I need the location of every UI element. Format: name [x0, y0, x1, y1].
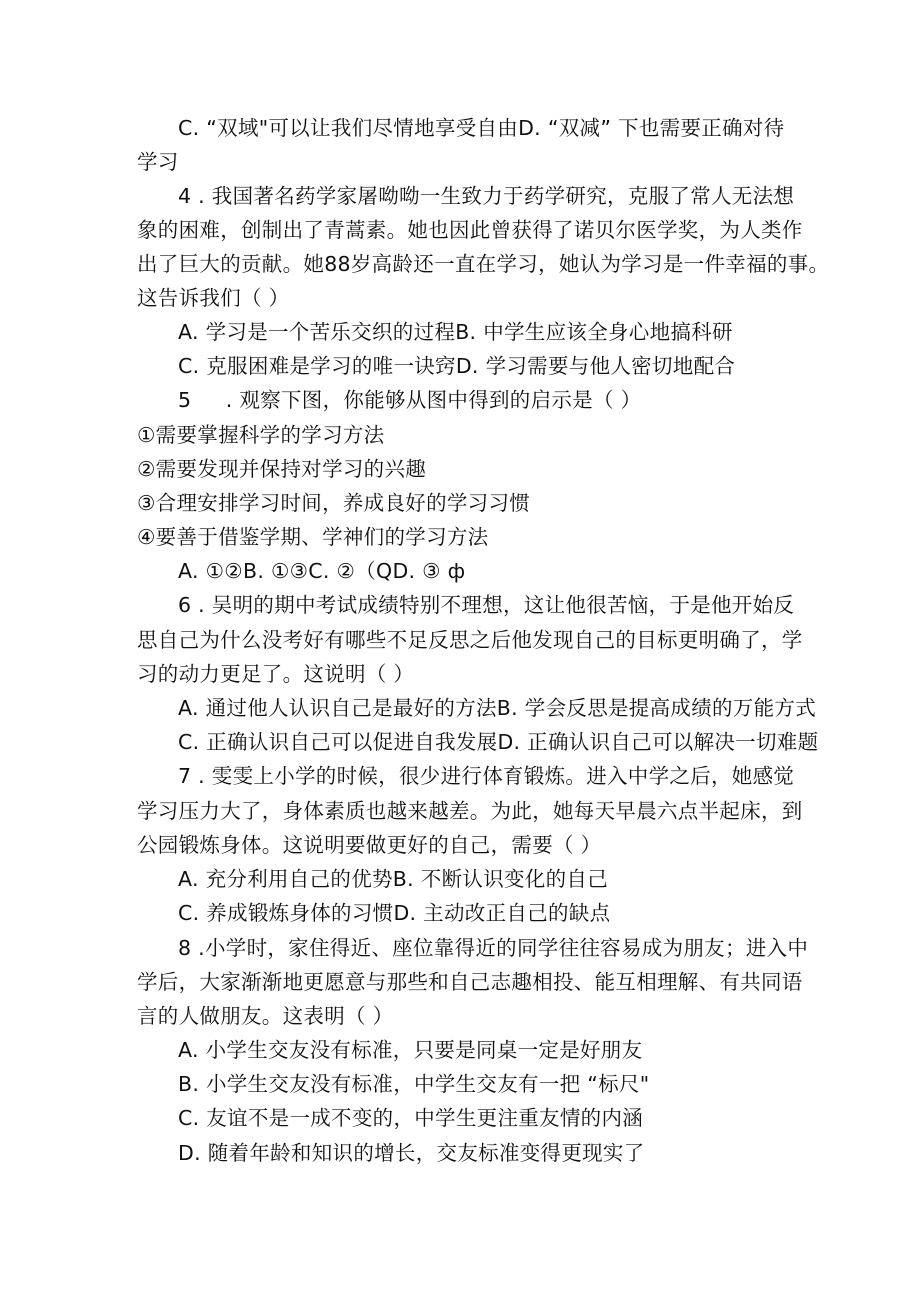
- text-line: 思自己为什么没考好有哪些不足反思之后他发现自己的目标更明确了，学: [137, 628, 803, 652]
- option-line: A. 学习是一个苦乐交织的过程B. 中学生应该全身心地搞科研: [178, 320, 733, 344]
- text-line: 出了巨大的贡献。她88岁高龄还一直在学习，她认为学习是一件幸福的事。: [137, 252, 830, 276]
- option-line: A. ①②B. ①③C. ②（QD. ③ ф: [178, 559, 466, 583]
- question-4: 4 . 我国著名药学家屠呦呦一生致力于药学研究，克服了常人无法想: [178, 184, 795, 208]
- option-line: C. 正确认识自己可以促进自我发展D. 正确认识自己可以解决一切难题: [178, 730, 819, 754]
- option-a: A. 小学生交友没有标准，只要是同桌一定是好朋友: [178, 1038, 643, 1062]
- statement-1: ①需要掌握科学的学习方法: [137, 423, 385, 447]
- text-line: 这告诉我们（ ）: [137, 286, 290, 310]
- question-6: 6 . 吴明的期中考试成绩特别不理想，这让他很苦恼，于是他开始反: [178, 593, 795, 617]
- option-line: A. 通过他人认识自己是最好的方法B. 学会反思是提高成绩的万能方式: [178, 696, 816, 720]
- option-c: C. 友谊不是一成不变的，中学生更注重友情的内涵: [178, 1106, 644, 1130]
- statement-2: ②需要发现并保持对学习的兴趣: [137, 457, 427, 481]
- text-line: 公园锻炼身体。这说明要做更好的自己，需要（ ）: [137, 833, 602, 857]
- text-line: C. “双域"可以让我们尽情地享受自由D. “双减” 下也需要正确对待: [178, 116, 785, 140]
- option-line: A. 充分利用自己的优势B. 不断认识变化的自己: [178, 867, 608, 891]
- option-b: B. 小学生交友没有标准，中学生交友有一把 “标尺": [178, 1072, 650, 1096]
- text-line: 言的人做朋友。这表明（ ）: [137, 1004, 394, 1028]
- question-5: 5 . 观察下图，你能够从图中得到的启示是（ ）: [178, 388, 642, 412]
- text-line: 学习压力大了，身体素质也越来越差。为此，她每天早晨六点半起床，到: [137, 799, 803, 823]
- statement-4: ④要善于借鉴学期、学神们的学习方法: [137, 525, 489, 549]
- question-8: 8 .小学时，家住得近、座位靠得近的同学往往容易成为朋友；进入中: [178, 936, 809, 960]
- text-line: 学后，大家渐渐地更愿意与那些和自己志趣相投、能互相理解、有共同语: [137, 970, 803, 994]
- question-7: 7 . 雯雯上小学的时候，很少进行体育锻炼。进入中学之后，她感觉: [178, 764, 795, 788]
- text-line: 习的动力更足了。这说明（ ）: [137, 662, 415, 686]
- text-line: 象的困难，创制出了青蒿素。她也因此曾获得了诺贝尔医学奖，为人类作: [137, 218, 803, 242]
- statement-3: ③合理安排学习时间，养成良好的学习习惯: [137, 491, 531, 515]
- text-line: 学习: [137, 150, 179, 174]
- option-line: C. 克服困难是学习的唯一诀窍D. 学习需要与他人密切地配合: [178, 354, 736, 378]
- option-line: C. 养成锻炼身体的习惯D. 主动改正自己的缺点: [178, 901, 611, 925]
- option-d: D. 随着年龄和知识的增长，交友标准变得更现实了: [178, 1141, 645, 1165]
